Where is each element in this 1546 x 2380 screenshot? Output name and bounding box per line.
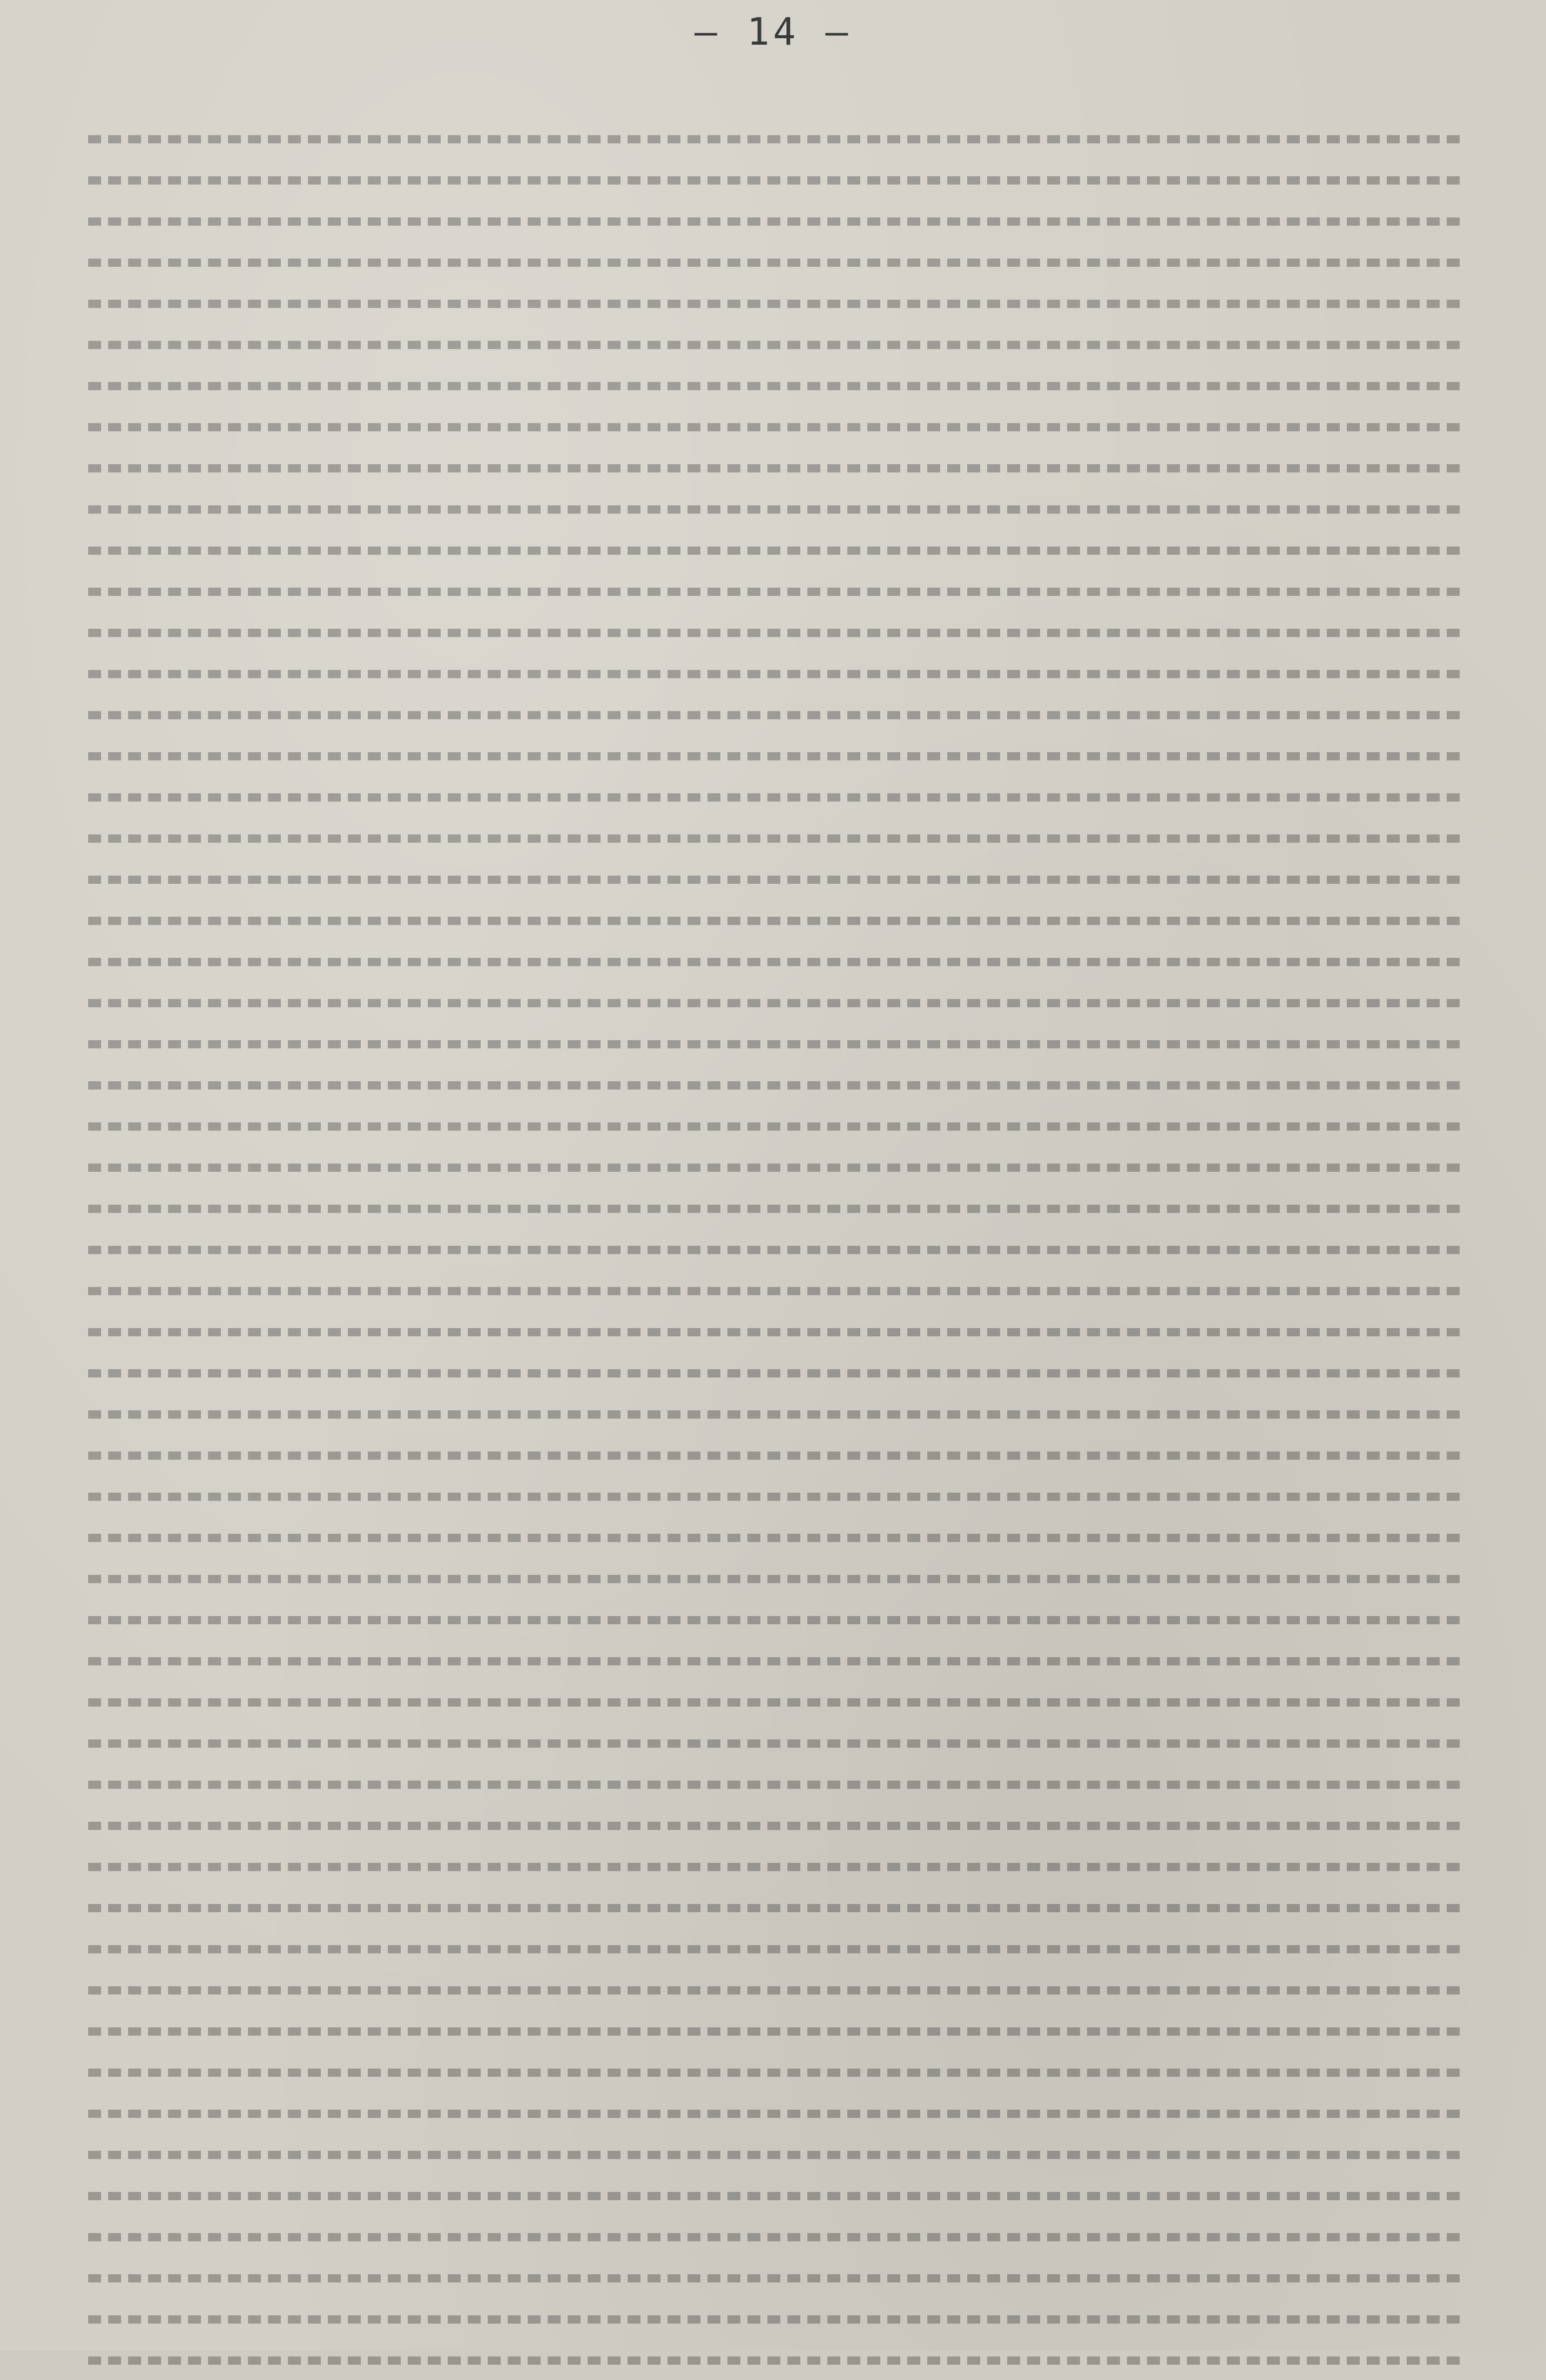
paragraph	[88, 2092, 1463, 2380]
page-number: – 14 –	[694, 11, 852, 54]
paragraph	[88, 735, 1463, 858]
quotation	[88, 981, 1463, 2092]
body-text	[88, 118, 1463, 2380]
paragraph	[88, 858, 1463, 981]
paragraph	[88, 405, 1463, 735]
paragraph	[88, 118, 1463, 405]
